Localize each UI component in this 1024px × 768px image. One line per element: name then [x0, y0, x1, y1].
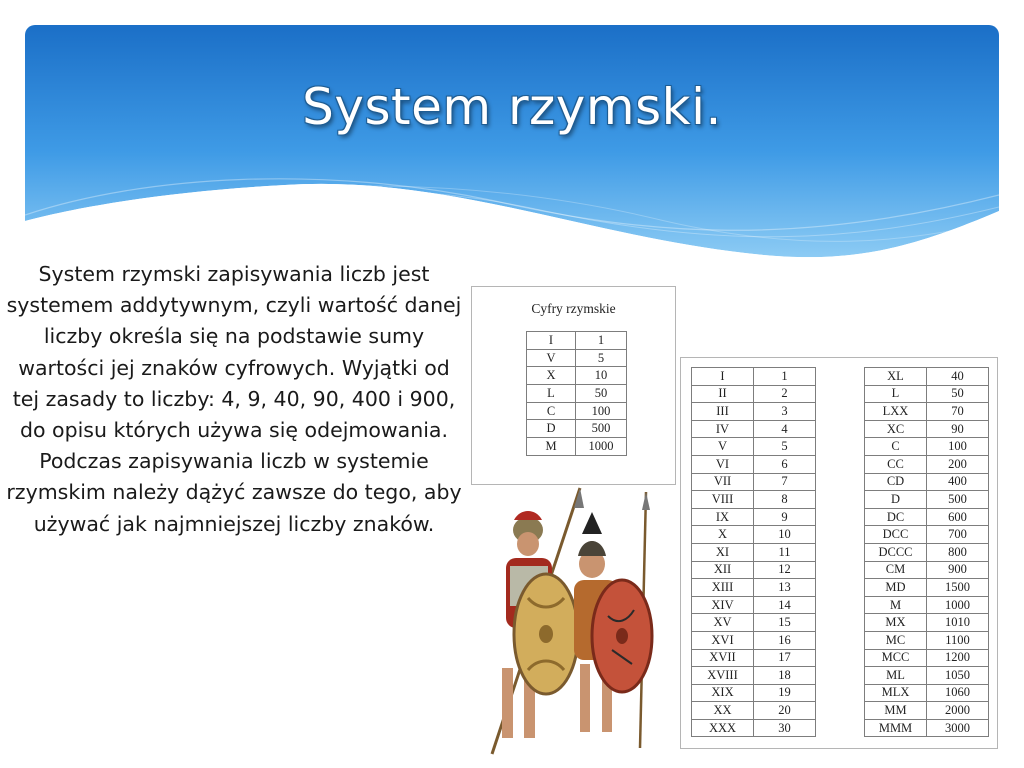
roman-numeral-cell: CD	[865, 473, 927, 491]
arabic-value-cell: 20	[754, 702, 816, 720]
table-row	[692, 702, 816, 720]
roman-numeral-cell: DCCC	[865, 543, 927, 561]
table-row	[865, 491, 989, 509]
arabic-value-cell: 1	[754, 368, 816, 386]
arabic-value-cell: 1100	[927, 631, 989, 649]
arabic-value-cell: 500	[927, 491, 989, 509]
arabic-value-cell: 30	[754, 719, 816, 737]
table-row	[527, 332, 627, 350]
arabic-value-cell: 700	[927, 526, 989, 544]
roman-numeral-cell: MM	[865, 702, 927, 720]
slide-header-banner	[25, 25, 999, 285]
header-wave-background	[25, 25, 999, 285]
arabic-value-cell: 4	[754, 420, 816, 438]
paragraph-1: System rzymski zapisywania liczb jest systemem addytywnym, czyli wartość danej liczby określa się na podstawie sumy wartości jej znaków cyfrowych. Wyjątki od tej zasady to liczby: 4, 9, 40, 90, 400 i 900, do opisu których używa się odejmowania.	[6, 262, 462, 443]
roman-numeral-cell: II	[692, 385, 754, 403]
roman-numeral-cell: CC	[865, 455, 927, 473]
table-row	[865, 385, 989, 403]
table-row	[865, 614, 989, 632]
table-row	[865, 667, 989, 685]
table-row	[692, 508, 816, 526]
roman-numeral-cell: ML	[865, 667, 927, 685]
table-row	[527, 349, 627, 367]
roman-numeral-cell: X	[527, 367, 576, 385]
roman-numeral-cell: XII	[692, 561, 754, 579]
table-row	[865, 719, 989, 737]
table-row	[692, 438, 816, 456]
roman-numeral-cell: MD	[865, 579, 927, 597]
arabic-value-cell: 500	[576, 420, 627, 438]
table-row	[527, 438, 627, 456]
table-row	[865, 438, 989, 456]
table-row	[692, 614, 816, 632]
arabic-value-cell: 5	[754, 438, 816, 456]
roman-soldiers-illustration	[462, 486, 668, 756]
roman-numeral-cell: V	[692, 438, 754, 456]
arabic-value-cell: 1000	[576, 438, 627, 456]
roman-numeral-cell: X	[692, 526, 754, 544]
roman-numeral-cell: MC	[865, 631, 927, 649]
arabic-value-cell: 10	[754, 526, 816, 544]
roman-numeral-cell: III	[692, 403, 754, 421]
roman-numeral-cell: XXX	[692, 719, 754, 737]
arabic-value-cell: 13	[754, 579, 816, 597]
roman-numeral-cell: XVIII	[692, 667, 754, 685]
arabic-value-cell: 200	[927, 455, 989, 473]
table-row	[865, 508, 989, 526]
arabic-value-cell: 12	[754, 561, 816, 579]
roman-digits-caption: Cyfry rzymskie	[531, 301, 616, 316]
arabic-value-cell: 400	[927, 473, 989, 491]
arabic-value-cell: 90	[927, 420, 989, 438]
roman-numbers-table-right	[864, 367, 989, 737]
arabic-value-cell: 1010	[927, 614, 989, 632]
table-row	[865, 420, 989, 438]
roman-numeral-cell: M	[527, 438, 576, 456]
roman-numeral-cell: L	[527, 385, 576, 403]
table-row	[692, 649, 816, 667]
table-row	[692, 403, 816, 421]
table-row	[865, 455, 989, 473]
arabic-value-cell: 15	[754, 614, 816, 632]
roman-numeral-cell: CM	[865, 561, 927, 579]
table-row	[692, 543, 816, 561]
arabic-value-cell: 7	[754, 473, 816, 491]
roman-numeral-cell: VII	[692, 473, 754, 491]
arabic-value-cell: 18	[754, 667, 816, 685]
arabic-value-cell: 10	[576, 367, 627, 385]
roman-numeral-cell: XV	[692, 614, 754, 632]
table-row	[692, 684, 816, 702]
table-row	[527, 385, 627, 403]
arabic-value-cell: 100	[576, 402, 627, 420]
arabic-value-cell: 11	[754, 543, 816, 561]
roman-numeral-cell: XVII	[692, 649, 754, 667]
roman-numeral-cell: I	[527, 332, 576, 350]
table-row	[865, 631, 989, 649]
table-row	[692, 561, 816, 579]
table-row	[692, 491, 816, 509]
arabic-value-cell: 600	[927, 508, 989, 526]
arabic-value-cell: 1060	[927, 684, 989, 702]
roman-numeral-cell: XVI	[692, 631, 754, 649]
arabic-value-cell: 50	[576, 385, 627, 403]
roman-numeral-cell: XC	[865, 420, 927, 438]
arabic-value-cell: 9	[754, 508, 816, 526]
table-row	[692, 385, 816, 403]
body-text	[4, 259, 464, 540]
roman-numeral-cell: IX	[692, 508, 754, 526]
roman-numeral-cell: DCC	[865, 526, 927, 544]
table-row	[865, 473, 989, 491]
roman-numeral-cell: XI	[692, 543, 754, 561]
arabic-value-cell: 3000	[927, 719, 989, 737]
table-row	[692, 455, 816, 473]
arabic-value-cell: 2	[754, 385, 816, 403]
roman-numeral-cell: MMM	[865, 719, 927, 737]
arabic-value-cell: 1	[576, 332, 627, 350]
arabic-value-cell: 1000	[927, 596, 989, 614]
roman-numeral-cell: VIII	[692, 491, 754, 509]
roman-numeral-cell: XIII	[692, 579, 754, 597]
arabic-value-cell: 40	[927, 368, 989, 386]
arabic-value-cell: 900	[927, 561, 989, 579]
table-row	[692, 473, 816, 491]
roman-numeral-cell: V	[527, 349, 576, 367]
table-row	[865, 684, 989, 702]
arabic-value-cell: 5	[576, 349, 627, 367]
roman-numeral-cell: MCC	[865, 649, 927, 667]
arabic-value-cell: 2000	[927, 702, 989, 720]
arabic-value-cell: 1500	[927, 579, 989, 597]
arabic-value-cell: 800	[927, 543, 989, 561]
arabic-value-cell: 8	[754, 491, 816, 509]
paragraph-2: Podczas zapisywania liczb w systemie rzymskim należy dążyć zawsze do tego, aby używać jak najmniejszej liczby znaków.	[6, 449, 462, 536]
table-row	[692, 526, 816, 544]
arabic-value-cell: 50	[927, 385, 989, 403]
table-row	[692, 667, 816, 685]
roman-numeral-cell: MLX	[865, 684, 927, 702]
table-row	[692, 596, 816, 614]
roman-numeral-cell: L	[865, 385, 927, 403]
table-row	[865, 649, 989, 667]
table-row	[865, 403, 989, 421]
roman-numeral-cell: XX	[692, 702, 754, 720]
roman-numeral-cell: XIX	[692, 684, 754, 702]
table-row	[865, 579, 989, 597]
arabic-value-cell: 100	[927, 438, 989, 456]
table-row	[692, 368, 816, 386]
table-row	[692, 719, 816, 737]
roman-numeral-cell: C	[865, 438, 927, 456]
roman-numbers-panel	[680, 357, 998, 749]
table-row	[865, 596, 989, 614]
roman-numeral-cell: XL	[865, 368, 927, 386]
roman-numeral-cell: C	[527, 402, 576, 420]
roman-numeral-cell: M	[865, 596, 927, 614]
table-row	[692, 579, 816, 597]
arabic-value-cell: 3	[754, 403, 816, 421]
table-row	[865, 543, 989, 561]
roman-numeral-cell: D	[865, 491, 927, 509]
roman-numeral-cell: I	[692, 368, 754, 386]
arabic-value-cell: 16	[754, 631, 816, 649]
table-row	[865, 368, 989, 386]
arabic-value-cell: 14	[754, 596, 816, 614]
roman-numeral-cell: VI	[692, 455, 754, 473]
roman-digits-table	[526, 331, 627, 456]
table-row	[865, 526, 989, 544]
arabic-value-cell: 6	[754, 455, 816, 473]
table-row	[527, 402, 627, 420]
roman-numeral-cell: LXX	[865, 403, 927, 421]
arabic-value-cell: 1050	[927, 667, 989, 685]
roman-numeral-cell: XIV	[692, 596, 754, 614]
arabic-value-cell: 19	[754, 684, 816, 702]
roman-numeral-cell: IV	[692, 420, 754, 438]
roman-numeral-cell: D	[527, 420, 576, 438]
arabic-value-cell: 17	[754, 649, 816, 667]
roman-numbers-table-left	[691, 367, 816, 737]
table-row	[527, 367, 627, 385]
roman-numeral-cell: MX	[865, 614, 927, 632]
roman-digits-panel	[471, 286, 676, 485]
arabic-value-cell: 70	[927, 403, 989, 421]
slide-title: System rzymski.	[302, 78, 722, 136]
arabic-value-cell: 1200	[927, 649, 989, 667]
table-row	[692, 631, 816, 649]
table-row	[692, 420, 816, 438]
table-row	[527, 420, 627, 438]
table-row	[865, 561, 989, 579]
roman-numeral-cell: DC	[865, 508, 927, 526]
table-row	[865, 702, 989, 720]
